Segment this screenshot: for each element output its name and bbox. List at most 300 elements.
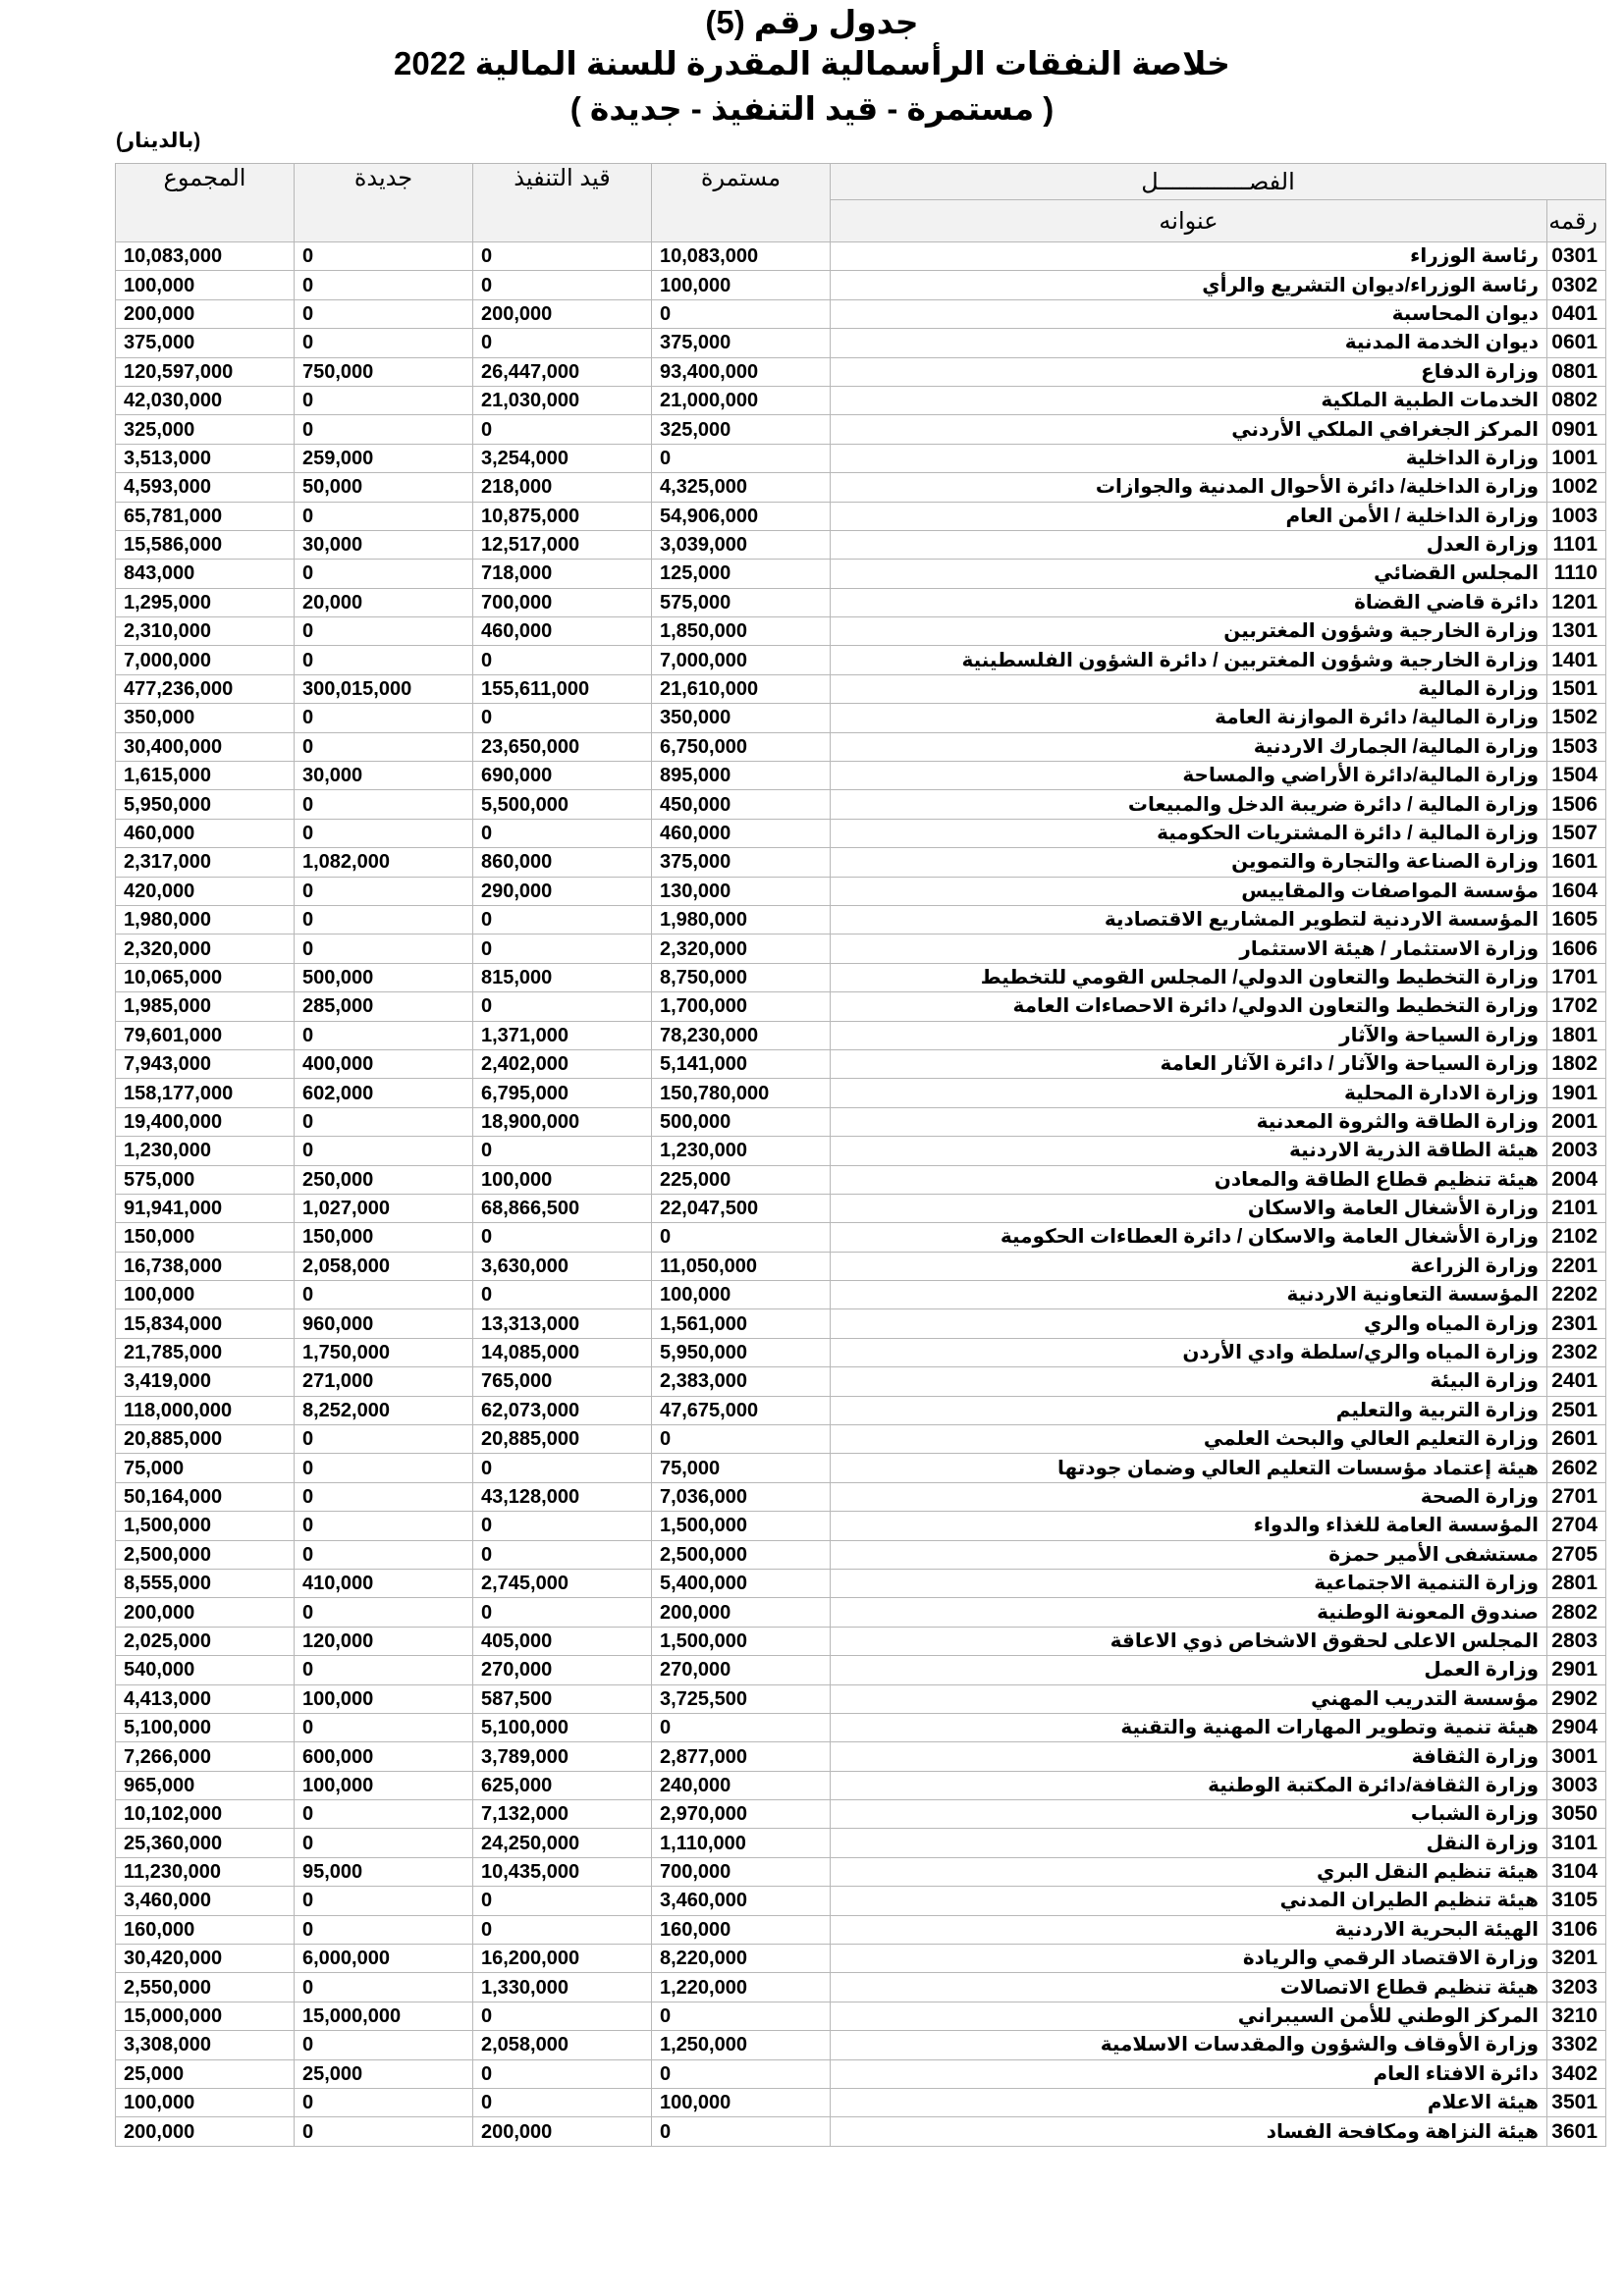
row-new: 0	[295, 2089, 473, 2117]
row-total: 25,360,000	[116, 1829, 295, 1857]
number-header: رقمه	[1547, 200, 1606, 242]
table-row	[116, 1367, 1606, 1396]
row-code: 3402	[1547, 2059, 1606, 2088]
row-ongoing: 700,000	[652, 1857, 831, 1886]
row-ongoing: 350,000	[652, 704, 831, 732]
row-title: وزارة المالية/ دائرة الموازنة العامة	[831, 704, 1547, 732]
row-in-progress: 0	[473, 934, 652, 963]
table-number-title: جدول رقم (5)	[705, 4, 919, 40]
row-new: 95,000	[295, 1857, 473, 1886]
row-in-progress: 16,200,000	[473, 1945, 652, 1973]
row-in-progress: 0	[473, 992, 652, 1021]
row-ongoing: 0	[652, 299, 831, 328]
row-total: 1,230,000	[116, 1137, 295, 1165]
row-ongoing: 460,000	[652, 819, 831, 847]
row-in-progress: 20,885,000	[473, 1425, 652, 1454]
row-in-progress: 700,000	[473, 588, 652, 616]
row-title: هيئة تنظيم قطاع الطاقة والمعادن	[831, 1165, 1547, 1194]
row-new: 8,252,000	[295, 1396, 473, 1424]
table-row	[116, 1512, 1606, 1540]
row-ongoing: 78,230,000	[652, 1021, 831, 1049]
row-code: 1606	[1547, 934, 1606, 963]
row-new: 0	[295, 2117, 473, 2146]
row-ongoing: 0	[652, 444, 831, 472]
table-row	[116, 1742, 1606, 1771]
row-total: 350,000	[116, 704, 295, 732]
table-row	[116, 790, 1606, 819]
row-total: 3,460,000	[116, 1887, 295, 1915]
row-new: 100,000	[295, 1684, 473, 1713]
table-row	[116, 530, 1606, 559]
row-total: 150,000	[116, 1223, 295, 1252]
row-in-progress: 0	[473, 819, 652, 847]
row-new: 0	[295, 1800, 473, 1829]
table-row	[116, 1165, 1606, 1194]
row-in-progress: 587,500	[473, 1684, 652, 1713]
row-in-progress: 3,630,000	[473, 1252, 652, 1280]
row-code: 1101	[1547, 530, 1606, 559]
row-title: وزارة السياحة والآثار / دائرة الآثار العامة	[831, 1049, 1547, 1078]
row-ongoing: 0	[652, 1713, 831, 1741]
row-title: وزارة الأوقاف والشؤون والمقدسات الاسلامية	[831, 2031, 1547, 2059]
row-code: 1605	[1547, 905, 1606, 934]
row-code: 1201	[1547, 588, 1606, 616]
row-ongoing: 93,400,000	[652, 357, 831, 386]
row-total: 100,000	[116, 271, 295, 299]
row-total: 5,100,000	[116, 1713, 295, 1741]
row-in-progress: 0	[473, 329, 652, 357]
row-ongoing: 0	[652, 1223, 831, 1252]
row-new: 0	[295, 819, 473, 847]
row-new: 0	[295, 415, 473, 444]
row-total: 3,513,000	[116, 444, 295, 472]
row-new: 0	[295, 877, 473, 905]
row-code: 2201	[1547, 1252, 1606, 1280]
row-total: 375,000	[116, 329, 295, 357]
table-row	[116, 963, 1606, 991]
table-row	[116, 2031, 1606, 2059]
row-code: 1002	[1547, 473, 1606, 502]
row-in-progress: 14,085,000	[473, 1338, 652, 1366]
row-new: 0	[295, 1598, 473, 1627]
table-row	[116, 1049, 1606, 1078]
row-total: 100,000	[116, 2089, 295, 2117]
row-new: 0	[295, 1137, 473, 1165]
row-title: وزارة السياحة والآثار	[831, 1021, 1547, 1049]
row-title: صندوق المعونة الوطنية	[831, 1598, 1547, 1627]
table-row	[116, 386, 1606, 414]
row-total: 2,550,000	[116, 1973, 295, 2002]
row-new: 0	[295, 1887, 473, 1915]
row-ongoing: 240,000	[652, 1771, 831, 1799]
row-title: وزارة العدل	[831, 530, 1547, 559]
row-new: 0	[295, 2031, 473, 2059]
table-row	[116, 1425, 1606, 1454]
row-title: وزارة الزراعة	[831, 1252, 1547, 1280]
row-total: 2,500,000	[116, 1540, 295, 1569]
row-new: 50,000	[295, 473, 473, 502]
row-title: هيئة الاعلام	[831, 2089, 1547, 2117]
row-total: 965,000	[116, 1771, 295, 1799]
row-title: وزارة الصحة	[831, 1482, 1547, 1511]
row-ongoing: 5,950,000	[652, 1338, 831, 1366]
row-total: 65,781,000	[116, 502, 295, 530]
row-in-progress: 3,254,000	[473, 444, 652, 472]
row-new: 750,000	[295, 357, 473, 386]
row-in-progress: 5,500,000	[473, 790, 652, 819]
row-total: 158,177,000	[116, 1079, 295, 1107]
row-in-progress: 290,000	[473, 877, 652, 905]
row-in-progress: 625,000	[473, 1771, 652, 1799]
row-title: وزارة العمل	[831, 1656, 1547, 1684]
row-code: 1001	[1547, 444, 1606, 472]
row-total: 325,000	[116, 415, 295, 444]
row-code: 2501	[1547, 1396, 1606, 1424]
table-row	[116, 329, 1606, 357]
row-code: 3101	[1547, 1829, 1606, 1857]
row-title: وزارة التخطيط والتعاون الدولي/ دائرة الاحصاءات العامة	[831, 992, 1547, 1021]
row-code: 1901	[1547, 1079, 1606, 1107]
row-code: 2101	[1547, 1194, 1606, 1222]
row-code: 3210	[1547, 2002, 1606, 2030]
row-title: وزارة الداخلية/ دائرة الأحوال المدنية والجوازات	[831, 473, 1547, 502]
table-row	[116, 444, 1606, 472]
row-title: مستشفى الأمير حمزة	[831, 1540, 1547, 1569]
row-new: 0	[295, 299, 473, 328]
row-code: 3104	[1547, 1857, 1606, 1886]
row-total: 3,419,000	[116, 1367, 295, 1396]
table-row	[116, 242, 1606, 271]
row-new: 0	[295, 271, 473, 299]
row-new: 25,000	[295, 2059, 473, 2088]
row-in-progress: 460,000	[473, 617, 652, 646]
row-in-progress: 68,866,500	[473, 1194, 652, 1222]
row-total: 118,000,000	[116, 1396, 295, 1424]
row-new: 0	[295, 560, 473, 588]
row-total: 15,586,000	[116, 530, 295, 559]
row-title: دائرة الافتاء العام	[831, 2059, 1547, 2088]
row-ongoing: 375,000	[652, 329, 831, 357]
row-title: وزارة الثقافة	[831, 1742, 1547, 1771]
row-new: 0	[295, 386, 473, 414]
row-in-progress: 0	[473, 415, 652, 444]
table-row	[116, 617, 1606, 646]
row-title: وزارة الأشغال العامة والاسكان / دائرة العطاءات الحكومية	[831, 1223, 1547, 1252]
row-ongoing: 75,000	[652, 1454, 831, 1482]
row-in-progress: 2,745,000	[473, 1569, 652, 1597]
table-row	[116, 905, 1606, 934]
table-row	[116, 1973, 1606, 2002]
row-in-progress: 0	[473, 905, 652, 934]
row-ongoing: 54,906,000	[652, 502, 831, 530]
row-ongoing: 575,000	[652, 588, 831, 616]
row-ongoing: 125,000	[652, 560, 831, 588]
row-new: 0	[295, 1713, 473, 1741]
row-code: 1601	[1547, 848, 1606, 877]
row-total: 2,317,000	[116, 848, 295, 877]
row-new: 271,000	[295, 1367, 473, 1396]
row-new: 0	[295, 1656, 473, 1684]
row-ongoing: 21,610,000	[652, 674, 831, 703]
row-ongoing: 10,083,000	[652, 242, 831, 271]
table-row	[116, 762, 1606, 790]
table-row	[116, 819, 1606, 847]
row-code: 2102	[1547, 1223, 1606, 1252]
row-in-progress: 13,313,000	[473, 1309, 652, 1338]
row-total: 3,308,000	[116, 2031, 295, 2059]
row-title: رئاسة الوزراء	[831, 242, 1547, 271]
table-row	[116, 2089, 1606, 2117]
row-title: وزارة الخارجية وشؤون المغتربين	[831, 617, 1547, 646]
row-total: 1,500,000	[116, 1512, 295, 1540]
row-code: 2701	[1547, 1482, 1606, 1511]
row-title: وزارة المياه والري	[831, 1309, 1547, 1338]
row-total: 7,000,000	[116, 646, 295, 674]
table-row	[116, 1915, 1606, 1944]
row-title: وزارة المياه والري/سلطة وادي الأردن	[831, 1338, 1547, 1366]
row-new: 0	[295, 732, 473, 761]
row-code: 0302	[1547, 271, 1606, 299]
row-code: 3601	[1547, 2117, 1606, 2146]
row-ongoing: 7,000,000	[652, 646, 831, 674]
table-row	[116, 502, 1606, 530]
row-total: 20,885,000	[116, 1425, 295, 1454]
row-code: 2902	[1547, 1684, 1606, 1713]
row-ongoing: 150,780,000	[652, 1079, 831, 1107]
row-ongoing: 5,400,000	[652, 1569, 831, 1597]
row-in-progress: 2,058,000	[473, 2031, 652, 2059]
row-code: 3003	[1547, 1771, 1606, 1799]
row-title: المؤسسة الاردنية لتطوير المشاريع الاقتصادية	[831, 905, 1547, 934]
row-total: 8,555,000	[116, 1569, 295, 1597]
row-code: 2401	[1547, 1367, 1606, 1396]
row-title: وزارة الادارة المحلية	[831, 1079, 1547, 1107]
table-row	[116, 1396, 1606, 1424]
row-new: 120,000	[295, 1627, 473, 1655]
row-code: 3106	[1547, 1915, 1606, 1944]
row-ongoing: 375,000	[652, 848, 831, 877]
row-total: 1,985,000	[116, 992, 295, 1021]
row-title: هيئة تنظيم قطاع الاتصالات	[831, 1973, 1547, 2002]
row-new: 259,000	[295, 444, 473, 472]
row-title: ديوان المحاسبة	[831, 299, 1547, 328]
row-code: 3001	[1547, 1742, 1606, 1771]
row-ongoing: 200,000	[652, 1598, 831, 1627]
row-total: 50,164,000	[116, 1482, 295, 1511]
row-ongoing: 1,500,000	[652, 1627, 831, 1655]
row-code: 2602	[1547, 1454, 1606, 1482]
row-in-progress: 3,789,000	[473, 1742, 652, 1771]
row-new: 30,000	[295, 530, 473, 559]
row-total: 1,295,000	[116, 588, 295, 616]
row-total: 42,030,000	[116, 386, 295, 414]
row-new: 500,000	[295, 963, 473, 991]
table-row	[116, 588, 1606, 616]
row-in-progress: 200,000	[473, 299, 652, 328]
row-total: 4,413,000	[116, 1684, 295, 1713]
table-row	[116, 560, 1606, 588]
row-in-progress: 0	[473, 2059, 652, 2088]
table-row	[116, 2002, 1606, 2030]
row-title: وزارة الدفاع	[831, 357, 1547, 386]
table-row	[116, 1684, 1606, 1713]
row-title: المؤسسة العامة للغذاء والدواء	[831, 1512, 1547, 1540]
row-title: هيئة النزاهة ومكافحة الفساد	[831, 2117, 1547, 2146]
row-title: دائرة قاضي القضاة	[831, 588, 1547, 616]
row-title: المركز الوطني للأمن السيبراني	[831, 2002, 1547, 2030]
row-new: 0	[295, 617, 473, 646]
row-code: 1604	[1547, 877, 1606, 905]
row-ongoing: 1,250,000	[652, 2031, 831, 2059]
row-ongoing: 270,000	[652, 1656, 831, 1684]
table-row	[116, 1309, 1606, 1338]
row-in-progress: 0	[473, 1915, 652, 1944]
row-new: 0	[295, 329, 473, 357]
row-code: 2004	[1547, 1165, 1606, 1194]
row-new: 0	[295, 1425, 473, 1454]
row-new: 1,750,000	[295, 1338, 473, 1366]
row-total: 10,102,000	[116, 1800, 295, 1829]
row-total: 21,785,000	[116, 1338, 295, 1366]
row-code: 2802	[1547, 1598, 1606, 1627]
row-title: وزارة البيئة	[831, 1367, 1547, 1396]
row-in-progress: 0	[473, 1281, 652, 1309]
row-in-progress: 0	[473, 2089, 652, 2117]
row-in-progress: 0	[473, 242, 652, 271]
row-title: وزارة الاقتصاد الرقمي والريادة	[831, 1945, 1547, 1973]
row-new: 0	[295, 704, 473, 732]
row-code: 2601	[1547, 1425, 1606, 1454]
row-total: 2,320,000	[116, 934, 295, 963]
table-row	[116, 1569, 1606, 1597]
row-new: 0	[295, 242, 473, 271]
row-total: 843,000	[116, 560, 295, 588]
row-in-progress: 7,132,000	[473, 1800, 652, 1829]
row-new: 20,000	[295, 588, 473, 616]
row-code: 0401	[1547, 299, 1606, 328]
table-row	[116, 1771, 1606, 1799]
row-total: 4,593,000	[116, 473, 295, 502]
row-in-progress: 0	[473, 1454, 652, 1482]
row-ongoing: 3,039,000	[652, 530, 831, 559]
row-total: 30,400,000	[116, 732, 295, 761]
row-in-progress: 62,073,000	[473, 1396, 652, 1424]
row-ongoing: 2,970,000	[652, 1800, 831, 1829]
row-total: 15,000,000	[116, 2002, 295, 2030]
table-row	[116, 1281, 1606, 1309]
table-row	[116, 1713, 1606, 1741]
row-title: الخدمات الطبية الملكية	[831, 386, 1547, 414]
row-code: 1401	[1547, 646, 1606, 674]
row-ongoing: 22,047,500	[652, 1194, 831, 1222]
row-new: 602,000	[295, 1079, 473, 1107]
row-in-progress: 0	[473, 271, 652, 299]
row-in-progress: 1,371,000	[473, 1021, 652, 1049]
row-total: 2,025,000	[116, 1627, 295, 1655]
row-in-progress: 5,100,000	[473, 1713, 652, 1741]
title-header: عنوانه	[831, 200, 1547, 242]
row-title: المركز الجغرافي الملكي الأردني	[831, 415, 1547, 444]
row-code: 1801	[1547, 1021, 1606, 1049]
row-ongoing: 100,000	[652, 2089, 831, 2117]
table-row	[116, 1252, 1606, 1280]
row-title: وزارة المالية/دائرة الأراضي والمساحة	[831, 762, 1547, 790]
row-in-progress: 155,611,000	[473, 674, 652, 703]
row-in-progress: 43,128,000	[473, 1482, 652, 1511]
table-row	[116, 934, 1606, 963]
row-total: 420,000	[116, 877, 295, 905]
row-in-progress: 1,330,000	[473, 1973, 652, 2002]
row-in-progress: 2,402,000	[473, 1049, 652, 1078]
row-ongoing: 4,325,000	[652, 473, 831, 502]
row-code: 1504	[1547, 762, 1606, 790]
row-in-progress: 12,517,000	[473, 530, 652, 559]
row-total: 460,000	[116, 819, 295, 847]
row-title: وزارة الصناعة والتجارة والتموين	[831, 848, 1547, 877]
table-row	[116, 1338, 1606, 1366]
row-new: 300,015,000	[295, 674, 473, 703]
row-new: 600,000	[295, 1742, 473, 1771]
table-row	[116, 1482, 1606, 1511]
row-code: 2302	[1547, 1338, 1606, 1366]
row-in-progress: 405,000	[473, 1627, 652, 1655]
row-title: هيئة إعتماد مؤسسات التعليم العالي وضمان جودتها	[831, 1454, 1547, 1482]
row-ongoing: 2,383,000	[652, 1367, 831, 1396]
table-row	[116, 2117, 1606, 2146]
row-total: 30,420,000	[116, 1945, 295, 1973]
row-title: هيئة الطاقة الذرية الاردنية	[831, 1137, 1547, 1165]
table-row	[116, 1945, 1606, 1973]
row-ongoing: 100,000	[652, 1281, 831, 1309]
row-in-progress: 270,000	[473, 1656, 652, 1684]
row-title: الهيئة البحرية الاردنية	[831, 1915, 1547, 1944]
row-ongoing: 0	[652, 2059, 831, 2088]
table-row	[116, 1137, 1606, 1165]
table-row	[116, 1598, 1606, 1627]
row-in-progress: 690,000	[473, 762, 652, 790]
ongoing-header: مستمرة	[652, 164, 831, 242]
row-ongoing: 450,000	[652, 790, 831, 819]
row-title: وزارة التربية والتعليم	[831, 1396, 1547, 1424]
row-title: وزارة المالية / دائرة المشتريات الحكومية	[831, 819, 1547, 847]
row-code: 1702	[1547, 992, 1606, 1021]
row-in-progress: 100,000	[473, 1165, 652, 1194]
table-row	[116, 1540, 1606, 1569]
row-ongoing: 130,000	[652, 877, 831, 905]
row-title: وزارة الأشغال العامة والاسكان	[831, 1194, 1547, 1222]
row-code: 3501	[1547, 2089, 1606, 2117]
row-in-progress: 718,000	[473, 560, 652, 588]
row-new: 0	[295, 1454, 473, 1482]
row-ongoing: 21,000,000	[652, 386, 831, 414]
table-row	[116, 732, 1606, 761]
row-total: 540,000	[116, 1656, 295, 1684]
table-row	[116, 299, 1606, 328]
row-ongoing: 1,230,000	[652, 1137, 831, 1165]
row-total: 7,943,000	[116, 1049, 295, 1078]
row-in-progress: 21,030,000	[473, 386, 652, 414]
row-code: 1802	[1547, 1049, 1606, 1078]
table-row	[116, 674, 1606, 703]
row-ongoing: 2,877,000	[652, 1742, 831, 1771]
row-in-progress: 18,900,000	[473, 1107, 652, 1136]
row-ongoing: 2,500,000	[652, 1540, 831, 1569]
row-title: وزارة الداخلية	[831, 444, 1547, 472]
row-total: 160,000	[116, 1915, 295, 1944]
row-new: 0	[295, 502, 473, 530]
row-code: 2705	[1547, 1540, 1606, 1569]
row-ongoing: 1,700,000	[652, 992, 831, 1021]
